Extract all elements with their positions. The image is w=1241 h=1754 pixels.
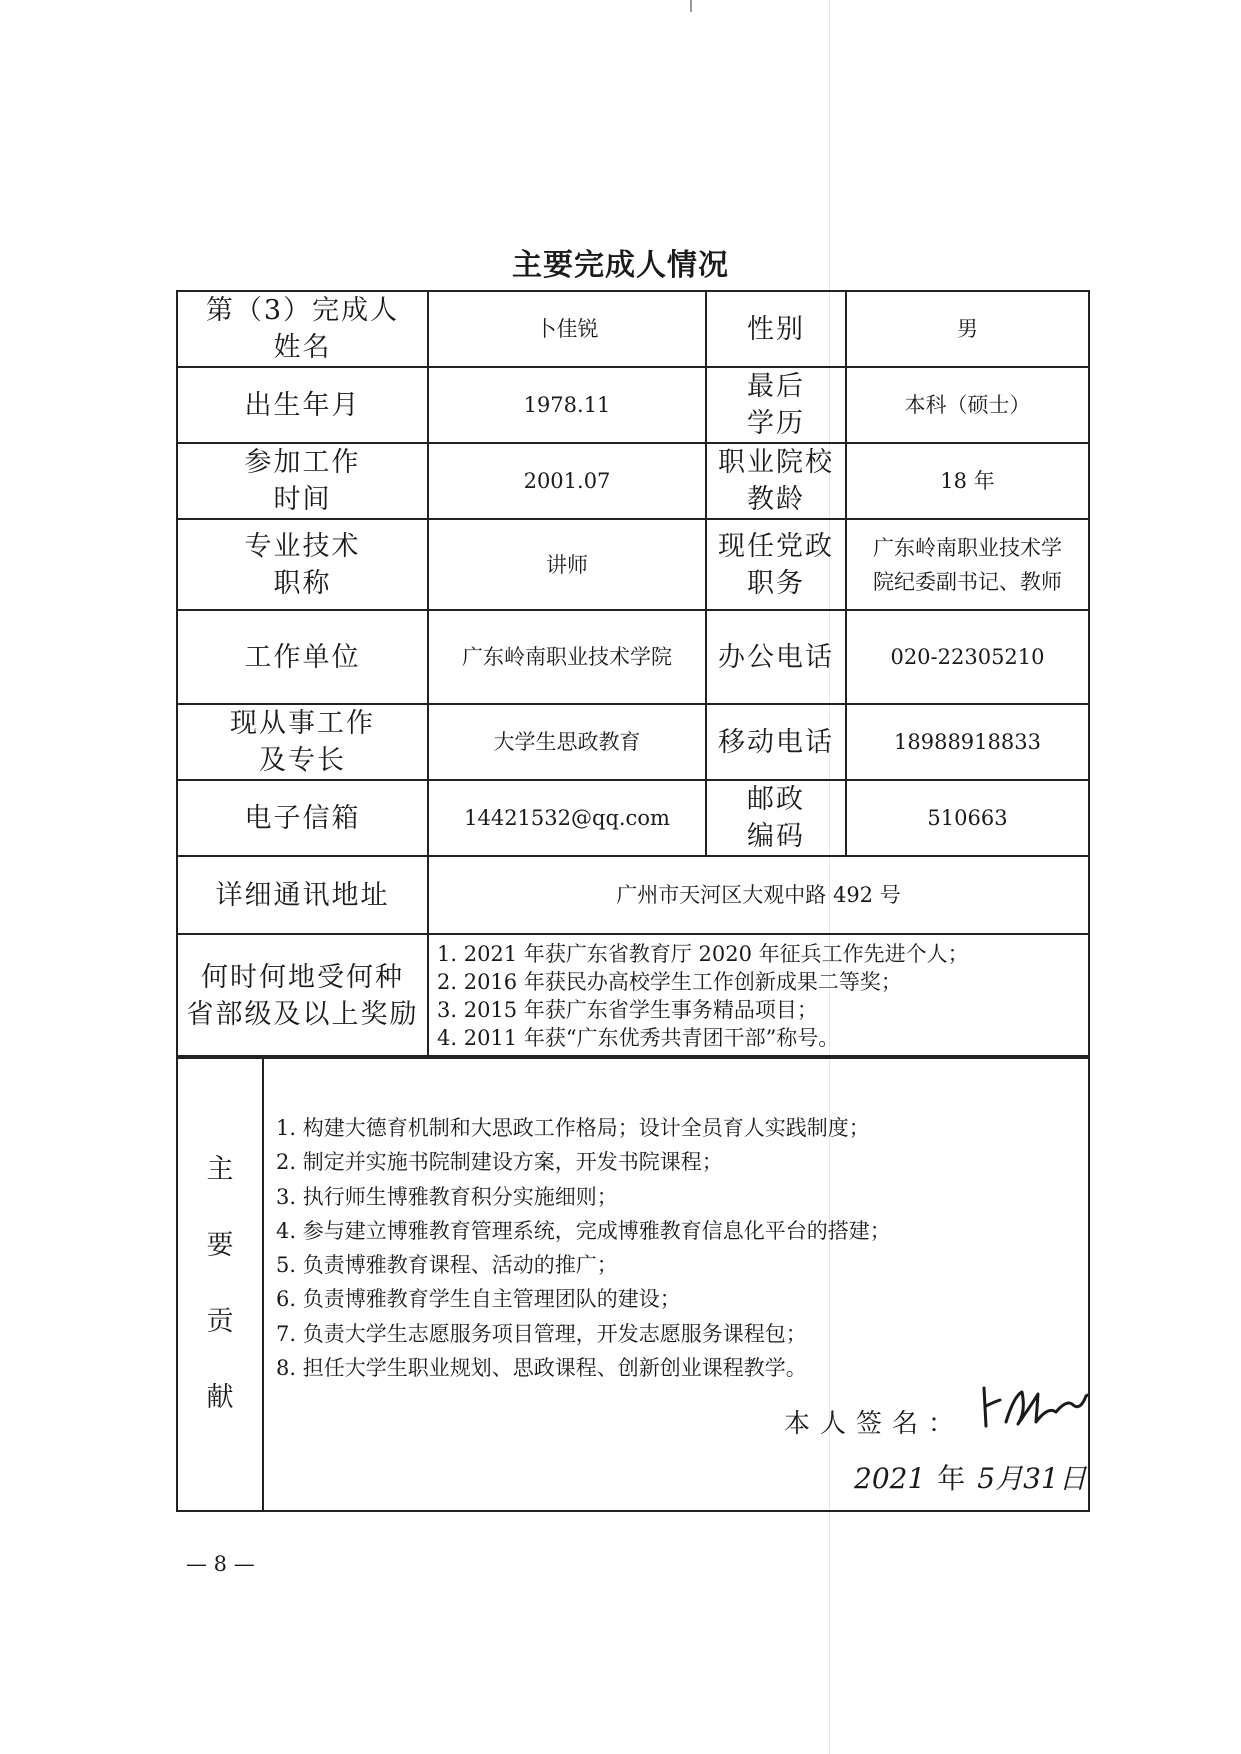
mobile-label: 移动电话 xyxy=(706,704,846,780)
table-row xyxy=(177,443,1089,519)
work-start-label-line1: 参加工作 xyxy=(244,447,361,478)
contribution-label xyxy=(177,1056,263,1511)
birth-label: 出生年月 xyxy=(177,367,428,443)
handwritten-signature xyxy=(976,1382,1089,1434)
teaching-years-label-line1: 职业院校 xyxy=(718,447,834,478)
work-start-label-line2: 时间 xyxy=(273,484,332,515)
list-item: 7. 负责大学生志愿服务项目管理，开发志愿服务课程包； xyxy=(276,1321,807,1346)
title-label-line2: 职称 xyxy=(273,567,332,599)
contribution-list xyxy=(264,1111,1088,1385)
signature-label: 本人签名： xyxy=(784,1409,965,1439)
work-start-value: 2001.07 xyxy=(428,443,706,519)
teaching-years-label-line2: 教龄 xyxy=(747,484,805,515)
postcode-label-cell xyxy=(706,780,846,856)
list-item: 5. 负责博雅教育课程、活动的推广； xyxy=(276,1253,618,1278)
title-label-line1: 专业技术 xyxy=(244,530,361,562)
gender-value: 男 xyxy=(846,291,1089,367)
award-item: 4. 2011 年获“广东优秀共青团干部”称号。 xyxy=(437,1026,840,1050)
table-row xyxy=(177,704,1089,780)
email-label: 电子信箱 xyxy=(177,780,428,856)
sign-year: 2021 xyxy=(854,1462,926,1495)
list-item: 8. 担任大学生职业规划、思政课程、创新创业课程教学。 xyxy=(276,1356,807,1381)
table-row xyxy=(177,519,1089,610)
current-work-value: 大学生思政教育 xyxy=(428,704,706,780)
award-item: 1. 2021 年获广东省教育厅 2020 年征兵工作先进个人； xyxy=(437,942,969,966)
current-work-label-line1: 现从事工作 xyxy=(230,708,375,739)
table-row xyxy=(177,367,1089,443)
table-row xyxy=(177,291,1089,367)
table-row xyxy=(177,610,1089,704)
position-label-cell xyxy=(706,519,846,610)
postcode-label-line2: 编码 xyxy=(747,821,805,852)
signature-date xyxy=(854,1457,1087,1497)
contribution-label-char: 主 xyxy=(206,1153,234,1185)
gender-label: 性别 xyxy=(706,291,846,367)
list-item: 4. 参与建立博雅教育管理系统，完成博雅教育信息化平台的搭建； xyxy=(276,1218,891,1243)
birth-value: 1978.11 xyxy=(428,367,706,443)
email-value: 14421532@qq.com xyxy=(428,780,706,856)
education-label-cell xyxy=(706,367,846,443)
sign-year-char: 年 xyxy=(937,1462,966,1495)
table-row xyxy=(177,780,1089,856)
teaching-years-value: 18 年 xyxy=(846,443,1089,519)
name-label-cell xyxy=(177,291,428,367)
postcode-value: 510663 xyxy=(846,780,1089,856)
employer-value: 广东岭南职业技术学院 xyxy=(428,610,706,704)
teaching-years-label-cell xyxy=(706,443,846,519)
title-label-cell xyxy=(177,519,428,610)
name-label: 姓名 xyxy=(273,332,332,363)
contribution-label-char: 贡 xyxy=(206,1305,234,1337)
education-label-line2: 学历 xyxy=(747,408,805,439)
current-work-label-line2: 及专长 xyxy=(259,745,346,776)
awards-label-cell xyxy=(177,934,428,1058)
list-item: 2. 制定并实施书院制建设方案，开发书院课程； xyxy=(276,1150,723,1175)
current-work-label-cell xyxy=(177,704,428,780)
award-item: 2. 2016 年获民办高校学生工作创新成果二等奖； xyxy=(437,970,902,994)
scan-mark xyxy=(690,0,692,12)
awards-list xyxy=(428,934,1089,1058)
table-row xyxy=(177,1056,1089,1511)
work-start-label-cell xyxy=(177,443,428,519)
list-item: 3. 执行师生博雅教育积分实施细则； xyxy=(276,1184,618,1209)
contribution-label-char: 献 xyxy=(206,1381,234,1413)
awards-label-line2: 省部级及以上奖励 xyxy=(186,999,419,1030)
sign-month-day: 5月31日 xyxy=(977,1462,1087,1495)
title-value: 讲师 xyxy=(428,519,706,610)
list-item: 6. 负责博雅教育学生自主管理团队的建设； xyxy=(276,1287,681,1312)
completion-person-table xyxy=(176,290,1090,1059)
employer-label: 工作单位 xyxy=(177,610,428,704)
address-value: 广州市天河区大观中路 492 号 xyxy=(428,856,1089,934)
office-phone-label: 办公电话 xyxy=(706,610,846,704)
contribution-label-char: 要 xyxy=(206,1229,234,1261)
position-value-line2: 院纪委副书记、教师 xyxy=(873,569,1062,594)
position-label-line1: 现任党政 xyxy=(718,530,834,562)
position-label-line2: 职务 xyxy=(747,567,805,599)
contribution-cell xyxy=(263,1056,1089,1511)
education-value: 本科（硕士） xyxy=(846,367,1089,443)
name-value: 卜佳锐 xyxy=(428,291,706,367)
table-row xyxy=(177,856,1089,934)
order-label: 第（3）完成人 xyxy=(205,295,400,326)
position-value-line1: 广东岭南职业技术学 xyxy=(873,535,1062,560)
table-row xyxy=(177,934,1089,1058)
mobile-value: 18988918833 xyxy=(846,704,1089,780)
page-title: 主要完成人情况 xyxy=(512,248,729,283)
office-phone-value: 020-22305210 xyxy=(846,610,1089,704)
awards-label-line1: 何时何地受何种 xyxy=(201,962,404,993)
education-label-line1: 最后 xyxy=(747,371,805,402)
page-number: — 8 — xyxy=(186,1552,255,1576)
contribution-table xyxy=(176,1055,1090,1512)
list-item: 1. 构建大德育机制和大思政工作格局；设计全员育人实践制度； xyxy=(276,1116,870,1140)
address-label: 详细通讯地址 xyxy=(177,856,428,934)
position-value-cell xyxy=(846,519,1089,610)
award-item: 3. 2015 年获广东省学生事务精品项目； xyxy=(437,998,818,1022)
postcode-label-line1: 邮政 xyxy=(747,784,805,815)
